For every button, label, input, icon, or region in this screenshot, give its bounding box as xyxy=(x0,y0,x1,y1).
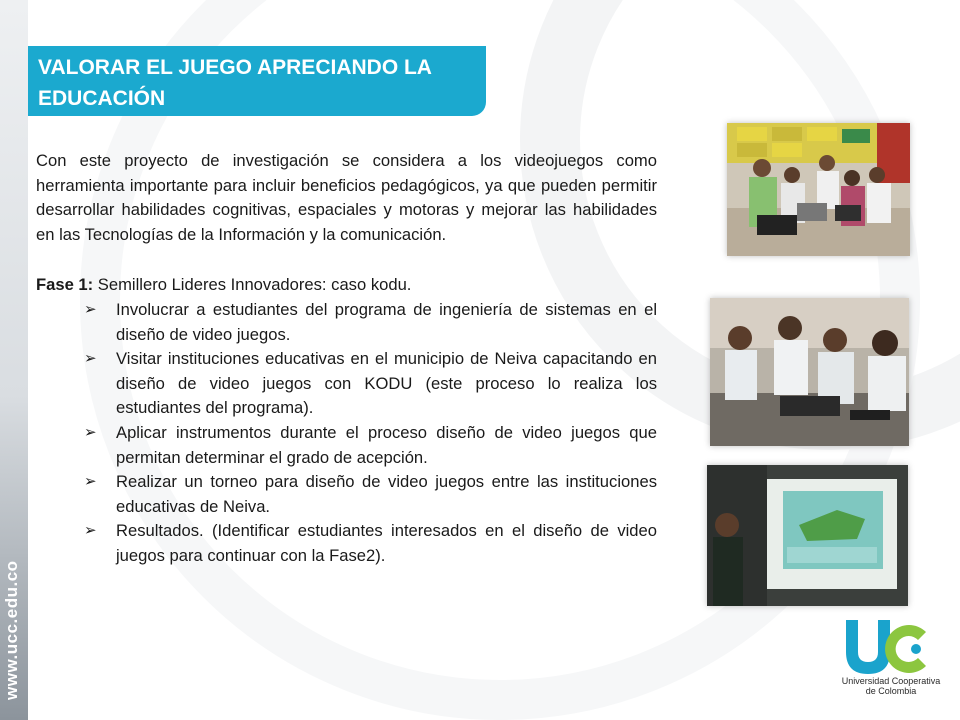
logo-wordmark xyxy=(836,676,946,696)
slide-content xyxy=(36,149,657,569)
ucc-logo-icon xyxy=(838,610,938,714)
phase-heading xyxy=(36,273,657,298)
bullet-item xyxy=(36,347,657,421)
bullet-item xyxy=(36,421,657,470)
arrow-bullet-icon: ➢ xyxy=(84,423,97,441)
phase-label: Fase 1: xyxy=(36,275,94,295)
bullet-text: Realizar un torneo para diseño de video juegos entre las instituciones educativas de Neiva. xyxy=(116,472,657,516)
arrow-bullet-icon: ➢ xyxy=(84,350,97,368)
phase-text: Semillero Lideres Innovadores: caso kodu. xyxy=(93,275,412,295)
title-banner xyxy=(28,46,486,116)
bullet-text: Aplicar instrumentos durante el proceso diseño de video juegos que permitan determinar el grado de acepción. xyxy=(116,422,657,467)
arrow-bullet-icon: ➢ xyxy=(84,300,97,318)
photo-projection-screen xyxy=(707,465,908,606)
bullet-text: Visitar instituciones educativas en el municipio de Neiva capacitando en diseño de video juegos con KODU (este proceso lo realiza los estudiantes del programa). xyxy=(116,349,657,418)
logo-name-line-1: Universidad Cooperativa xyxy=(841,676,941,686)
bullet-item xyxy=(36,298,657,347)
bullet-text: Involucrar a estudiantes del programa de ingeniería de sistemas en el diseño de video juegos. xyxy=(116,299,657,344)
photo-students-laptops xyxy=(727,123,910,256)
slide-title-line-1: VALORAR EL JUEGO APRECIANDO LA xyxy=(38,56,432,79)
bullet-list xyxy=(36,298,657,569)
logo-name-line-2: de Colombia xyxy=(865,686,917,696)
arrow-bullet-icon: ➢ xyxy=(84,522,97,540)
intro-paragraph: Con este proyecto de investigación se considera a los videojuegos como herramienta importante para incluir beneficios pedagógicos, ya que pueden permitir desarrollar habilidades cognitivas, espaciales y motoras y mejorar las habilidades en las Tecnologías de la Información y la comunicación. xyxy=(36,151,657,244)
website-url: www.ucc.edu.co xyxy=(2,560,21,700)
bullet-item xyxy=(36,470,657,519)
bullet-item xyxy=(36,519,657,568)
slide-title-line-2: EDUCACIÓN xyxy=(38,87,166,110)
arrow-bullet-icon: ➢ xyxy=(84,473,97,491)
bullet-text: Resultados. (Identificar estudiantes interesados en el diseño de video juegos para continuar con la Fase2). xyxy=(116,521,657,565)
photo-students-computer xyxy=(710,298,909,446)
